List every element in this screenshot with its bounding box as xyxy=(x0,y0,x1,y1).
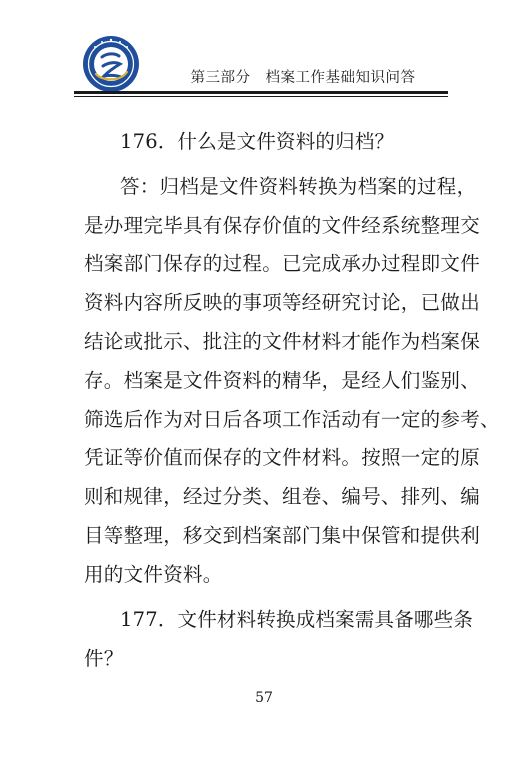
header-title: 第三部分 档案工作基础知识问答 xyxy=(190,70,416,86)
question-176: 176．什么是文件资料的归档？ xyxy=(120,130,395,153)
answer-line: 则和规律，经过分类、组卷、编号、排列、编 xyxy=(84,485,481,508)
answer-line: 资料内容所反映的事项等经研究讨论，已做出 xyxy=(84,291,481,314)
header-rule-thick xyxy=(74,91,448,94)
answer-line: 用的文件资料。 xyxy=(84,563,223,586)
answer-line: 目等整理，移交到档案部门集中保管和提供利 xyxy=(84,524,481,547)
answer-line: 存。档案是文件资料的精华，是经人们鉴别、 xyxy=(84,369,481,392)
answer-line: 档案部门保存的过程。已完成承办过程即文件 xyxy=(84,252,481,275)
answer-line: 结论或批示、批注的文件材料才能作为档案保 xyxy=(84,330,481,353)
school-emblem-icon xyxy=(82,35,140,93)
answer-line: 答：归档是文件资料转换为档案的过程， xyxy=(120,175,477,198)
question-177-line2: 件？ xyxy=(84,647,124,670)
answer-line: 凭证等价值而保存的文件材料。按照一定的原 xyxy=(84,446,481,469)
answer-line: 是办理完毕具有保存价值的文件经系统整理交 xyxy=(84,214,481,237)
header-rule-thin xyxy=(74,96,448,97)
answer-line: 筛选后作为对日后各项工作活动有一定的参考、 xyxy=(84,408,500,431)
question-177-line1: 177．文件材料转换成档案需具备哪些条 xyxy=(120,608,474,631)
page-number: 57 xyxy=(255,690,273,706)
